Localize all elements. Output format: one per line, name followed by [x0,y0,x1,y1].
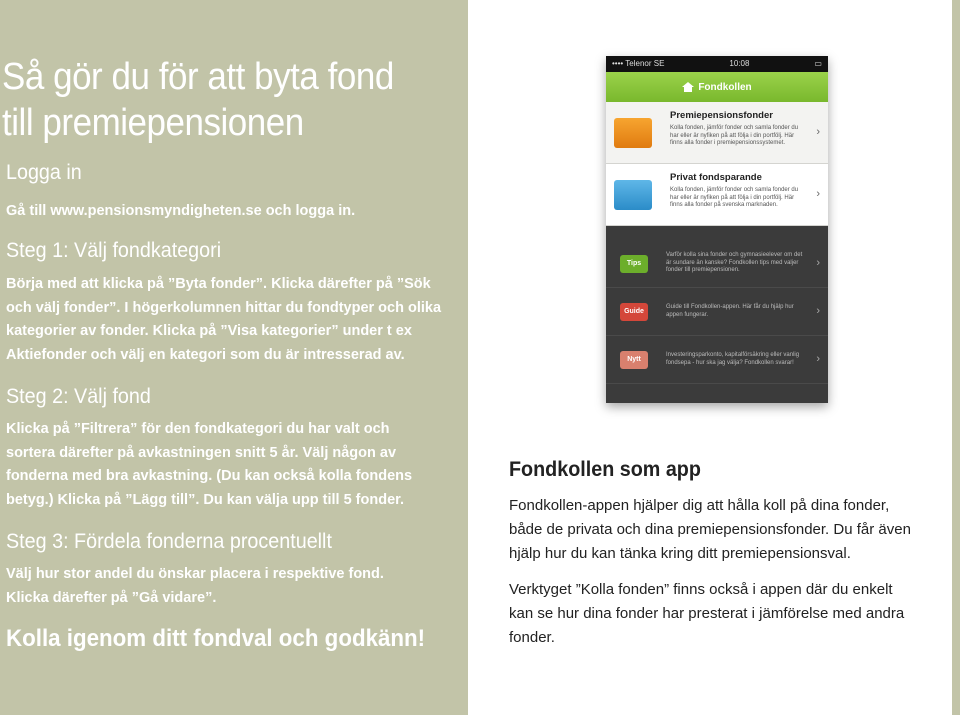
text-line: Verktyget ”Kolla fonden” finns också i appen där du enkelt [509,581,893,598]
card-title: Privat fondsparande [670,172,762,183]
tips-badge: Tips [620,255,648,273]
battery-icon: ▭ [814,59,822,68]
section-heading-step2: Steg 2: Välj fond [6,385,151,408]
row-nytt[interactable] [606,336,828,384]
row-tips[interactable] [606,240,828,288]
row-text: Investeringsparkonto, kapitalförsäkring eller vanlig fondsepa - hur ska jag välja? Fondkollen svarar! [666,352,800,366]
section-heading-step1: Steg 1: Välj fondkategori [6,239,222,262]
text-line: fonderna med bra avkastning. (Du kan också kolla fondens [6,468,413,484]
chevron-right-icon: › [816,188,820,200]
fondkollen-paragraph-1 [509,494,911,566]
carrier-label: •••• Telenor SE [612,59,665,68]
title-line: Så gör du för att byta fond [2,56,394,98]
text-line: Fondkollen-appen hjälper dig att hålla koll på dina fonder, [509,497,890,514]
status-bar [606,56,828,72]
card-title: Premiepensionsfonder [670,110,773,121]
envelope-blue-icon [614,180,652,210]
envelope-orange-icon [614,118,652,148]
right-edge-strip [952,0,960,715]
title-line: till premiepensionen [2,102,304,144]
text-line: Börja med att klicka på ”Byta fonder”. Klicka därefter på ”Sök [6,276,431,292]
text-line: både de privata och dina premiepensionsfonder. Du får även [509,521,911,538]
text-line: hjälp hur du kan tänka kring ditt premiepensionsval. [509,545,851,562]
text-line: betyg.) Klicka på ”Lägg till”. Du kan välja upp till 5 fonder. [6,491,405,508]
section-text-step2 [6,418,412,512]
chevron-right-icon: › [816,305,820,317]
guide-badge: Guide [620,303,648,321]
chevron-right-icon: › [816,257,820,269]
card-premiepensionsfonder[interactable] [606,102,828,164]
phone-screenshot [606,56,828,403]
final-heading: Kolla igenom ditt fondval och godkänn! [6,625,426,652]
section-text-login [6,200,355,224]
clock-label: 10:08 [729,59,750,68]
fondkollen-heading: Fondkollen som app [509,458,701,481]
home-icon[interactable] [682,82,694,92]
row-text: Varför kolla sina fonder och gymnasieelever om det är sundare än kanske? Fondkollen tips med valjer fonder till premiepensionen. [666,252,803,274]
row-text: Guide till Fondkollen-appen. Här får du hjälp hur appen fungerar. [666,304,794,318]
section-heading-login: Logga in [6,161,82,184]
text-line: Välj hur stor andel du önskar placera i respektive fond. [6,566,384,582]
row-guide[interactable] [606,288,828,336]
card-text: Kolla fonden, jämför fonder och samla fonder du har eller är nyfiken på att följa i din portfölj. Här finns alla fonder i premiepensionssystemet. [670,125,799,146]
text-line: Aktiefonder och välj en kategori som du är intresserad av. [6,346,405,363]
text-line: kategorier av fonder. Klicka på ”Visa kategorier” under t ex [6,323,412,339]
chevron-right-icon: › [816,126,820,138]
text-line: fonder. [509,629,555,646]
section-heading-step3: Steg 3: Fördela fonderna procentuellt [6,530,332,553]
section-text-step1 [6,273,441,367]
nytt-badge: Nytt [620,351,648,369]
text-line: Klicka därefter på ”Gå vidare”. [6,589,217,606]
text-line: sortera därefter på avkastningen snitt 5 år. Välj någon av [6,444,397,461]
fondkollen-paragraph-2 [509,578,904,650]
chevron-right-icon: › [816,353,820,365]
app-title: Fondkollen [698,81,752,93]
section-text-step3 [6,563,384,610]
app-header [606,72,828,102]
text-line: Gå till www.pensionsmyndigheten.se och logga in. [6,203,356,219]
text-line: kan se hur dina fonder har presterat i jämförelse med andra [509,605,905,622]
card-privat-fondsparande[interactable] [606,164,828,226]
card-text: Kolla fonden, jämför fonder och samla fonder du har eller är nyfiken på att följa i din portfölj. Här finns alla fonder på svenska marknaden. [670,187,799,208]
text-line: Klicka på ”Filtrera” för den fondkategori du har valt och [6,421,390,437]
text-line: och välj fonder”. I högerkolumnen hittar du fondtyper och olika [6,299,442,316]
page-title [2,54,425,146]
